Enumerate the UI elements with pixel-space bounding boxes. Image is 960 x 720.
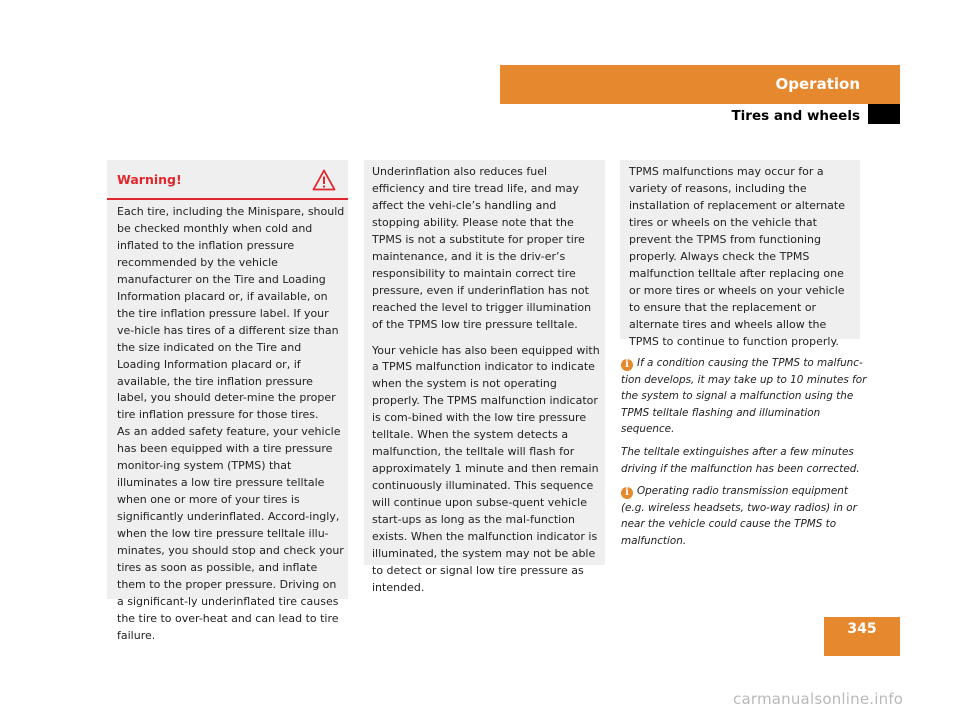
paragraph: Your vehicle has also been equipped with a TPMS malfunction indicator to indicate when the system is not operating properly. The TPMS malfunction indicator is com-bined with the low tire pressure telltale. When the system detects a malfunction, the telltale will flash for approximately 1 minute and then remain continuously illuminated. This sequence will continue upon subse-quent vehicle start-ups as long as the mal-function exists. When the malfunction indicator is illuminated, the system may not be able to detect or signal low tire pressure as intended. bbox=[372, 343, 600, 594]
note bbox=[621, 483, 869, 549]
warning-paragraph: As an added safety feature, your vehicle has been equipped with a tire pressure monitor-ing system (TPMS) that illuminates a low tire pressure telltale when one or more of your tires is significantly underinflated. Accord-ingly, when the low tire pressure telltale illu-minates, you should stop and check your tires as soon as possible, and inflate them to the proper pressure. Driving on a significant-ly underinflated tire causes the tire to over-heat and can lead to tire failure. bbox=[117, 425, 344, 642]
warning-text bbox=[117, 204, 345, 645]
warning-label: Warning! bbox=[117, 172, 182, 187]
paragraph: Underinflation also reduces fuel efficiency and tire tread life, and may affect the vehi-cle’s handling and stopping ability. Please note that the TPMS is not a substitute for proper tire maintenance, and it is the driv-er’s responsibility to maintain correct tire pressure, even if underinflation has not reached the level to trigger illumination of the TPMS low tire pressure telltale. bbox=[372, 165, 592, 331]
right-column-text bbox=[629, 164, 857, 350]
note-text: If a condition causing the TPMS to malfunc-tion develops, it may take up to 10 minutes for the system to signal a malfunction using the TPMS telltale flashing and illumination sequence. bbox=[621, 357, 867, 436]
warning-box bbox=[107, 160, 348, 642]
middle-column-box bbox=[364, 160, 605, 594]
note-text: Operating radio transmission equipment (e.g. wireless headsets, two-way radios) in or near the vehicle could cause the TPMS to malfunction. bbox=[621, 485, 857, 547]
note-text: The telltale extinguishes after a few minutes driving if the malfunction has been corrected. bbox=[621, 445, 860, 475]
section-header-bar bbox=[500, 65, 900, 104]
warning-header bbox=[107, 160, 348, 200]
page-number-box bbox=[824, 617, 900, 656]
notes-section bbox=[621, 355, 869, 556]
section-tab-marker bbox=[868, 104, 900, 124]
section-title: Operation bbox=[775, 75, 860, 93]
info-icon: i bbox=[621, 487, 633, 499]
note bbox=[621, 444, 869, 477]
watermark: carmanualsonline.info bbox=[733, 690, 904, 708]
note bbox=[621, 355, 869, 438]
info-icon: i bbox=[621, 359, 633, 371]
page-number: 345 bbox=[847, 621, 877, 637]
right-column-box bbox=[620, 160, 860, 348]
paragraph: TPMS malfunctions may occur for a variety of reasons, including the installation of replacement or alternate tires or wheels on the vehicle that prevent the TPMS from functioning properly. Always check the TPMS malfunction telltale after replacing one or more tires or wheels on your vehicle to ensure that the replacement or alternate tires and wheels allow the TPMS to continue to function properly. bbox=[629, 165, 845, 348]
warning-paragraph: Each tire, including the Minispare, should be checked monthly when cold and inflated to the inflation pressure recommended by the vehicle manufacturer on the Tire and Loading Information placard or, if available, on the tire inflation pressure label. If your ve-hicle has tires of a different size than the size indicated on the Tire and Loading Information placard or, if available, the tire inflation pressure label, you should deter-mine the proper tire inflation pressure for those tires. bbox=[117, 205, 345, 422]
middle-column-text bbox=[372, 164, 602, 597]
warning-triangle-icon bbox=[312, 169, 336, 191]
subsection-title: Tires and wheels bbox=[731, 108, 860, 124]
